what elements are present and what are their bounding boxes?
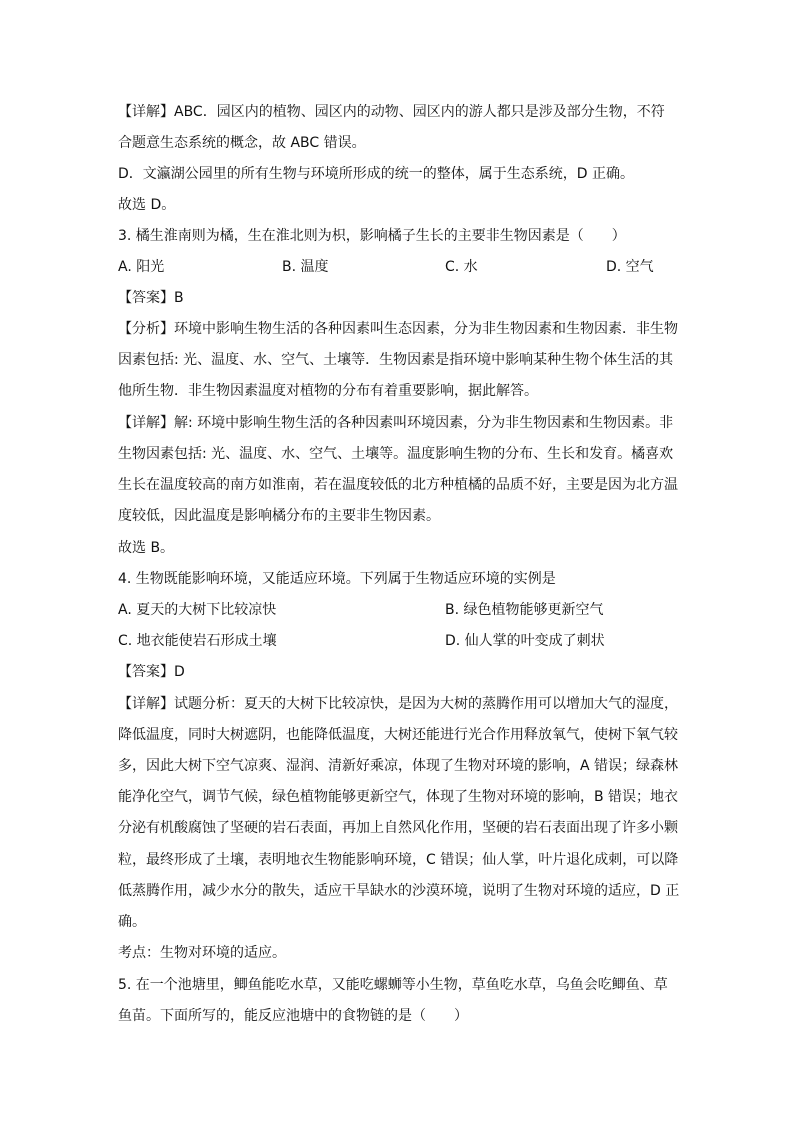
q3-detail-line-4: 度较低，因此温度是影响橘分布的主要非生物因素。 (118, 508, 440, 524)
q3-option-d: D. 空气 (606, 259, 654, 275)
q2-detail-line-2: 合题意生态系统的概念，故 ABC 错误。 (118, 135, 366, 151)
q3-option-b: B. 温度 (282, 259, 329, 275)
q3-conclusion: 故选 B。 (118, 540, 175, 556)
q4-option-d: D. 仙人掌的叶变成了刺状 (445, 633, 605, 649)
q4-answer: 【答案】D (118, 664, 185, 680)
q4-note: 考点：生物对环境的适应。 (118, 945, 286, 961)
q4-detail-line-3: 多，因此大树下空气凉爽、湿润、清新好乘凉，体现了生物对环境的影响，A 错误；绿森林 (118, 758, 679, 774)
q4-detail-line-1: 【详解】试题分析：夏天的大树下比较凉快，是因为大树的蒸腾作用可以增加大气的湿度， (118, 696, 678, 712)
q2-detail-line-1: 【详解】ABC．园区内的植物、园区内的动物、园区内的游人都只是涉及部分生物，不符 (118, 104, 665, 120)
q3-detail-line-2: 生物因素包括: 光、温度、水、空气、土壤等。温度影响生物的分布、生长和发育。橘喜欢 (118, 446, 674, 462)
q4-detail-line-6: 粒，最终形成了土壤，表明地衣生物能影响环境，C 错误；仙人掌，叶片退化成刺，可以降 (118, 852, 679, 868)
q4-question: 4. 生物既能影响环境，又能适应环境。下列属于生物适应环境的实例是 (118, 571, 556, 587)
q3-option-c: C. 水 (445, 259, 478, 275)
q4-detail-line-2: 降低温度，同时大树遮阴，也能降低温度，大树还能进行光合作用释放氧气，使树下氧气较 (118, 727, 678, 743)
q2-detail-line-3: D．文瀛湖公园里的所有生物与环境所形成的统一的整体，属于生态系统，D 正确。 (118, 166, 635, 182)
q4-option-c: C. 地衣能使岩石形成土壤 (118, 633, 277, 649)
q4-detail-line-8: 确。 (118, 914, 146, 930)
q5-question-line-2: 鱼苗。下面所写的，能反应池塘中的食物链的是（ ） (118, 1008, 468, 1024)
q3-detail-line-1: 【详解】解: 环境中影响生物生活的各种因素叫环境因素，分为非生物因素和生物因素。非 (118, 415, 674, 431)
q3-detail-line-3: 生长在温度较高的南方如淮南，若在温度较低的北方种植橘的品质不好，主要是因为北方温 (118, 477, 678, 493)
q3-answer: 【答案】B (118, 290, 184, 306)
q4-option-a: A. 夏天的大树下比较凉快 (118, 602, 277, 618)
q3-analysis-line-2: 因素包括: 光、温度、水、空气、土壤等．生物因素是指环境中影响某种生物个体生活的其 (118, 352, 674, 368)
q4-option-b: B. 绿色植物能够更新空气 (445, 602, 604, 618)
q3-question: 3. 橘生淮南则为橘，生在淮北则为枳，影响橘子生长的主要非生物因素是（ ） (118, 228, 626, 244)
q3-option-a: A. 阳光 (118, 259, 165, 275)
q2-conclusion: 故选 D。 (118, 197, 176, 213)
q3-analysis-line-3: 他所生物．非生物因素温度对植物的分布有着重要影响，据此解答。 (118, 383, 538, 399)
q3-analysis-line-1: 【分析】环境中影响生物生活的各种因素叫生态因素，分为非生物因素和生物因素．非生物 (118, 321, 678, 337)
q5-question-line-1: 5. 在一个池塘里，鲫鱼能吃水草，又能吃螺蛳等小生物，草鱼吃水草，乌鱼会吃鲫鱼、草 (118, 977, 668, 993)
q4-detail-line-5: 分泌有机酸腐蚀了坚硬的岩石表面，再加上自然风化作用，坚硬的岩石表面出现了许多小颗 (118, 820, 678, 836)
q4-detail-line-4: 能净化空气，调节气候，绿色植物能够更新空气，体现了生物对环境的影响，B 错误；地衣 (118, 789, 679, 805)
q4-detail-line-7: 低蒸腾作用，减少水分的散失，适应干旱缺水的沙漠环境，说明了生物对环境的适应，D 正 (118, 883, 680, 899)
